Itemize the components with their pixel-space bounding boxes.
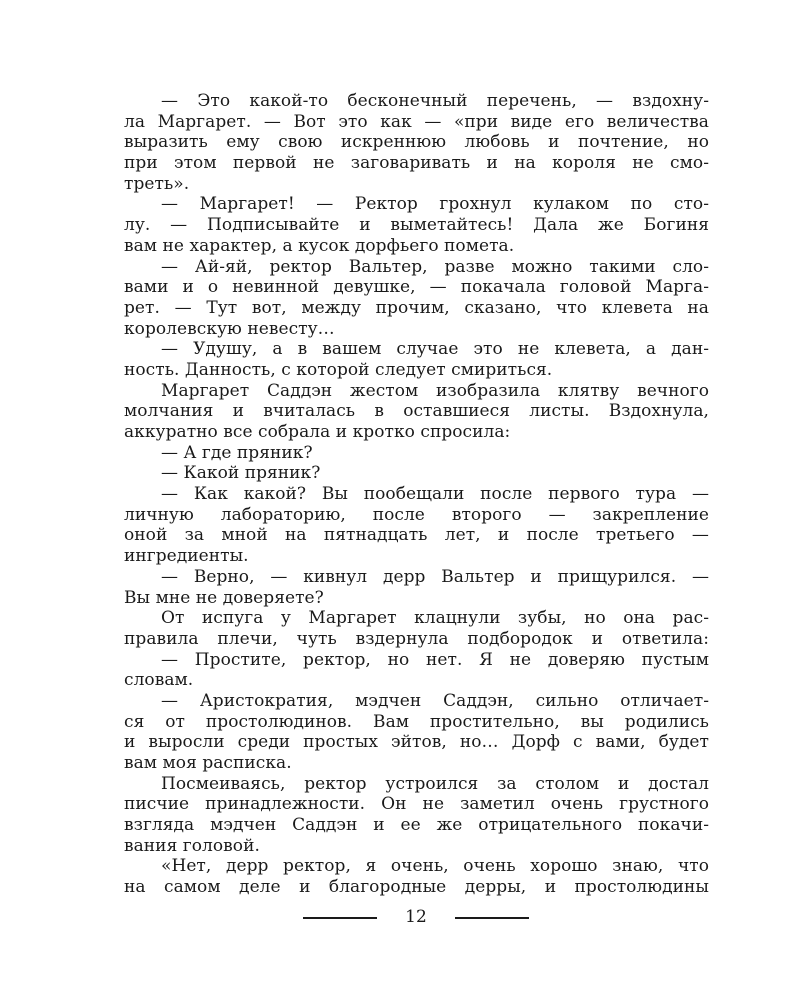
text-line: аккуратно все собрала и кротко спросила: xyxy=(124,422,511,442)
text-line: — Верно, — кивнул дерр Вальтер и прищурился. — xyxy=(161,566,709,587)
text-line: — Аристократия, мэдчен Саддэн, сильно отличает- xyxy=(161,690,709,711)
text-line: выразить ему свою искреннюю любовь и почтение, но xyxy=(124,132,709,153)
text-line: при этом первой не заговаривать и на короля не смо- xyxy=(124,153,709,174)
text-line: личную лабораторию, после второго — закрепление xyxy=(124,504,709,525)
text-line: вам моя расписка. xyxy=(124,753,292,773)
text-line: ся от простолюдинов. Вам простительно, вы родились xyxy=(124,711,709,732)
text-line: ность. Данность, с которой следует смириться. xyxy=(124,359,553,380)
text-line: — Ай-яй, ректор Вальтер, разве можно такими сло- xyxy=(161,256,709,277)
text-line: — Как какой? Вы пообещали после первого тура — xyxy=(161,484,709,505)
text-line: правила плечи, чуть вздернула подбородок и ответила: xyxy=(124,628,709,649)
text-line: взгляда мэдчен Саддэн и ее же отрицательного покачи- xyxy=(124,815,709,836)
text-line: — Простите, ректор, но нет. Я не доверяю пустым xyxy=(161,649,709,670)
text-line: оной за мной на пятнадцать лет, и после третьего — xyxy=(124,525,709,546)
text-line: — Маргарет! — Ректор грохнул кулаком по сто- xyxy=(161,194,709,215)
body-text xyxy=(124,91,709,898)
text-line: От испуга у Маргарет клацнули зубы, но она рас- xyxy=(161,608,709,629)
footer-rule-left xyxy=(303,917,377,919)
text-line: королевскую невесту… xyxy=(124,318,335,339)
text-line: словам. xyxy=(124,670,194,691)
text-line: вами и о невинной девушке, — покачала головой Марга- xyxy=(124,277,709,298)
text-line: вания головой. xyxy=(124,835,260,856)
text-line: писчие принадлежности. Он не заметил очень грустного xyxy=(124,794,709,815)
text-line: и выросли среди простых эйтов, но… Дорф с вами, будет xyxy=(124,732,709,753)
text-line: Посмеиваясь, ректор устроился за столом и достал xyxy=(161,773,709,794)
text-line: — Какой пряник? xyxy=(161,463,321,484)
text-line: вам не характер, а кусок дорфьего помета. xyxy=(124,235,515,256)
text-line: «Нет, дерр ректор, я очень, очень хорошо знаю, что xyxy=(161,856,709,877)
page-number: 12 xyxy=(405,907,427,927)
text-line: Вы мне не доверяете? xyxy=(124,587,324,608)
text-line: лу. — Подписывайте и выметайтесь! Дала же Богиня xyxy=(124,215,709,236)
text-line: Маргарет Саддэн жестом изобразила клятву вечного xyxy=(161,380,709,401)
text-line: молчания и вчиталась в оставшиеся листы. Вздохнула, xyxy=(124,401,709,422)
text-line: рет. — Тут вот, между прочим, сказано, что клевета на xyxy=(124,297,709,318)
text-line: ла Маргарет. — Вот это как — «при виде его величества xyxy=(124,111,709,132)
text-line: на самом деле и благородные дерры, и простолюдины xyxy=(124,877,709,898)
text-line: — А где пряник? xyxy=(161,442,313,463)
footer-rule-right xyxy=(455,917,529,919)
text-line: треть». xyxy=(124,173,190,194)
page-footer xyxy=(0,906,800,930)
text-line: — Это какой-то бесконечный перечень, — вздохну- xyxy=(161,91,709,111)
text-line: ингредиенты. xyxy=(124,546,249,567)
text-line: — Удушу, а в вашем случае это не клевета, а дан- xyxy=(161,339,709,360)
